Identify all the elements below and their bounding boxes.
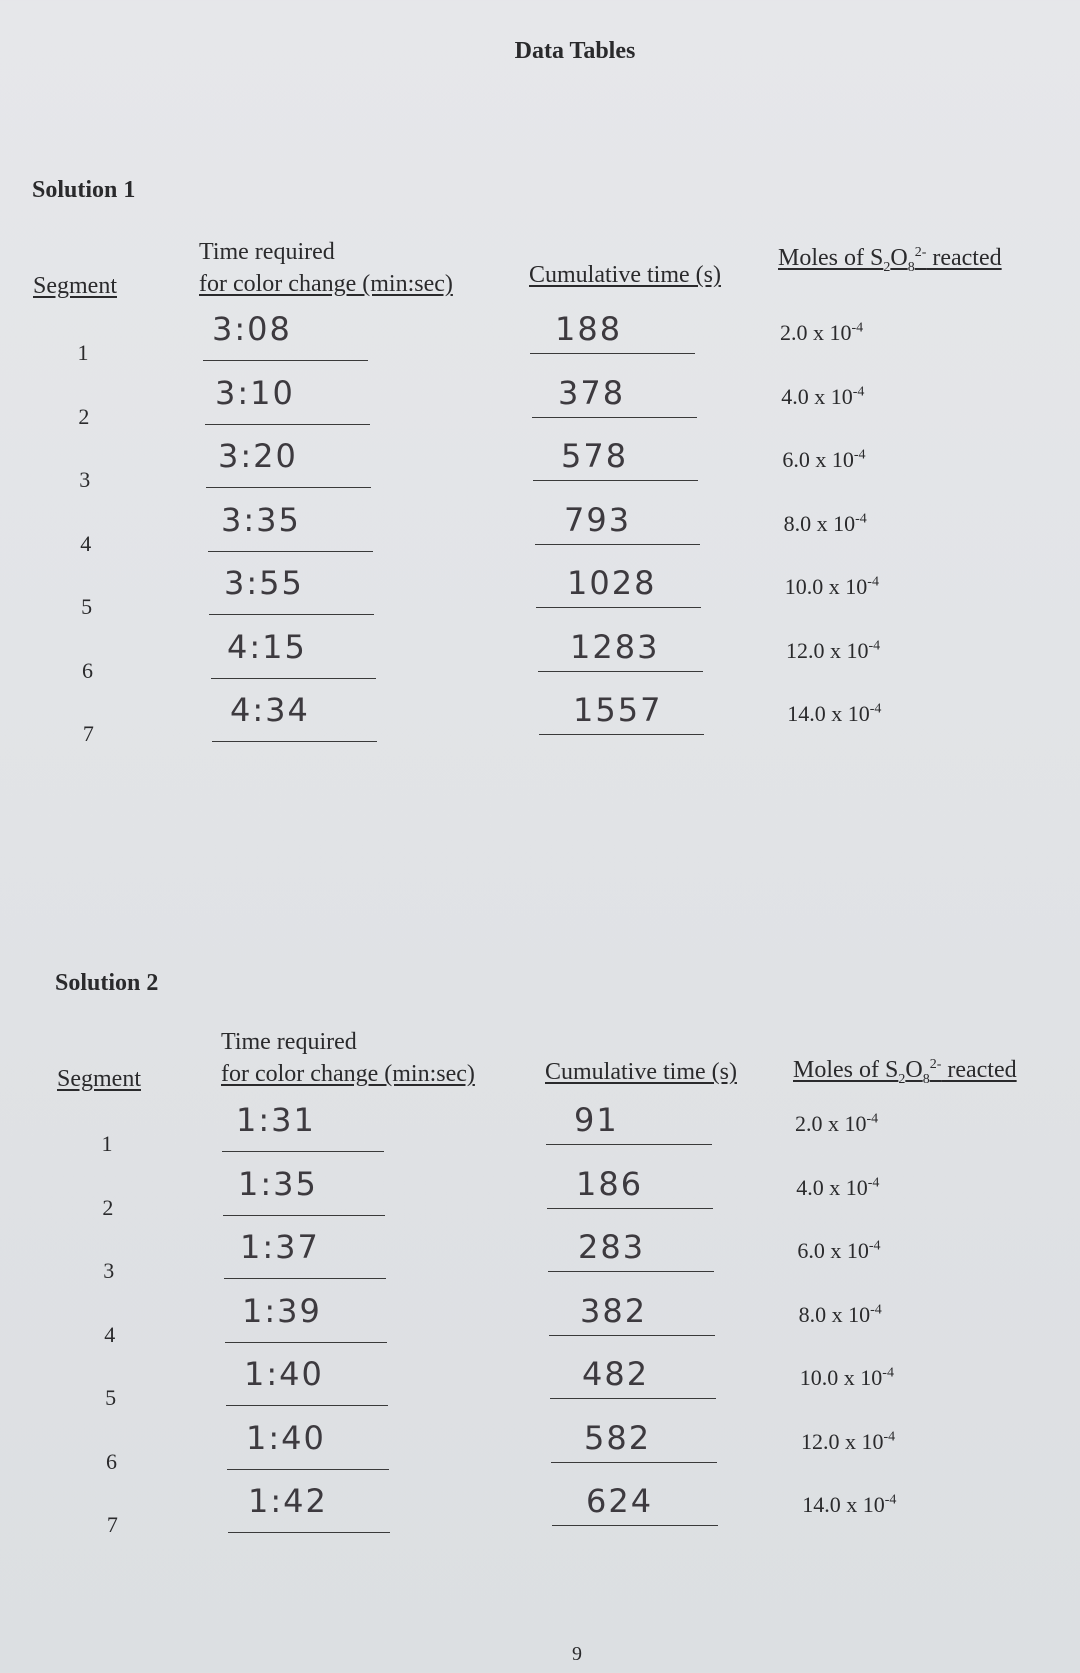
moles-reacted-value: 14.0 x $10^{-4}$ [787,701,882,726]
time-required-value: 3:20 [218,437,298,475]
moles-reacted-value: 4.0 x $10^{-4}$ [781,383,865,409]
time-required-value: 1:35 [238,1164,318,1203]
time-blank-line [226,1405,388,1406]
cumulative-blank-line [546,1144,712,1145]
cumulative-time-value: 482 [582,1355,650,1393]
moles-reacted-value: 8.0 x $10^{-4}$ [798,1301,882,1327]
time-blank-line [225,1342,387,1343]
cumulative-time-value: 283 [578,1228,646,1266]
page-title: Data Tables [514,38,636,64]
time-blank-line [203,360,368,361]
time-blank-line [209,614,374,615]
moles-reacted-value: 2.0 x $10^{-4}$ [780,320,864,345]
moles-reacted-value: 10.0 x $10^{-4}$ [784,574,879,599]
moles-reacted-value: 12.0 x $10^{-4}$ [801,1428,896,1454]
time-required-value: 4:15 [227,627,307,666]
time-required-value: 3:08 [212,310,292,348]
segment-number: 3 [103,1258,115,1283]
cumulative-blank-line [533,480,698,481]
cumulative-time-value: 1557 [573,691,663,729]
segment-number: 1 [101,1131,113,1156]
time-blank-line [208,551,373,552]
cumulative-time-value: 382 [580,1291,648,1330]
time-blank-line [205,424,370,425]
time-required-value: 1:39 [242,1291,322,1330]
moles-reacted-value: 6.0 x $10^{-4}$ [797,1238,881,1263]
cumulative-time-value: 186 [576,1164,644,1203]
cumulative-time-value: 582 [584,1418,652,1457]
cumulative-time-header: Cumulative time (s) [529,262,721,288]
cumulative-time-value: 91 [574,1101,619,1139]
cumulative-blank-line [536,607,701,608]
cumulative-blank-line [538,671,703,672]
segment-number: 7 [106,1512,118,1537]
moles-reacted-value: 8.0 x $10^{-4}$ [783,510,867,536]
solution-2-title: Solution 2 [55,970,159,996]
cumulative-blank-line [550,1398,716,1399]
time-blank-line [224,1278,386,1279]
moles-reacted-value: 14.0 x $10^{-4}$ [802,1492,897,1517]
cumulative-time-value: 793 [564,500,632,539]
segment-header: Segment [57,1066,141,1092]
cumulative-time-value: 1028 [567,564,657,602]
segment-number: 4 [80,530,92,556]
segment-header: Segment [33,273,117,299]
time-required-value: 4:34 [230,691,310,729]
time-required-header: Time required for color change (min:sec) [221,1029,475,1087]
time-required-value: 1:37 [240,1228,320,1266]
moles-reacted-value: 2.0 x $10^{-4}$ [795,1111,879,1136]
time-required-value: 3:35 [221,500,301,539]
time-required-value: 1:40 [244,1355,324,1393]
segment-number: 6 [82,657,93,683]
segment-number: 2 [102,1194,114,1220]
cumulative-blank-line [535,544,700,545]
cumulative-blank-line [530,353,695,354]
cumulative-blank-line [539,734,704,735]
time-required-value: 1:31 [236,1101,316,1139]
moles-reacted-value: 12.0 x $10^{-4}$ [786,637,881,663]
time-blank-line [227,1469,389,1470]
time-blank-line [212,741,377,742]
time-required-value: 1:42 [248,1482,328,1520]
time-required-value: 3:55 [224,564,304,602]
moles-reacted-value: 6.0 x $10^{-4}$ [782,447,866,472]
segment-number: 2 [78,403,90,429]
cumulative-blank-line [547,1208,713,1209]
time-required-header: Time required for color change (min:sec) [199,239,453,297]
segment-number: 6 [106,1448,117,1474]
moles-reacted-header: Moles of $S_2O_8^{2-}$ reacted [778,245,1002,275]
cumulative-time-value: 378 [558,373,626,412]
cumulative-time-value: 578 [561,437,629,475]
cumulative-time-value: 624 [586,1482,654,1520]
moles-reacted-value: 10.0 x $10^{-4}$ [799,1365,894,1390]
cumulative-blank-line [552,1525,718,1526]
time-required-value: 1:40 [246,1418,326,1457]
cumulative-time-header: Cumulative time (s) [545,1059,737,1085]
time-blank-line [211,678,376,679]
segment-number: 5 [105,1385,117,1410]
page-number: 9 [572,1643,582,1665]
segment-number: 4 [104,1321,116,1347]
cumulative-blank-line [532,417,697,418]
time-blank-line [223,1215,385,1216]
solution-1-title: Solution 1 [32,177,136,203]
segment-number: 7 [82,721,94,746]
cumulative-blank-line [549,1335,715,1336]
moles-reacted-value: 4.0 x $10^{-4}$ [796,1174,880,1200]
cumulative-time-value: 188 [555,310,623,348]
time-required-value: 3:10 [215,373,295,412]
cumulative-blank-line [551,1462,717,1463]
segment-number: 5 [81,594,93,619]
time-blank-line [222,1151,384,1152]
time-blank-line [228,1532,390,1533]
segment-number: 3 [79,467,91,492]
moles-reacted-header: Moles of $S_2O_8^{2-}$ reacted [793,1057,1017,1087]
segment-number: 1 [77,340,89,365]
time-blank-line [206,487,371,488]
cumulative-blank-line [548,1271,714,1272]
cumulative-time-value: 1283 [570,627,660,666]
